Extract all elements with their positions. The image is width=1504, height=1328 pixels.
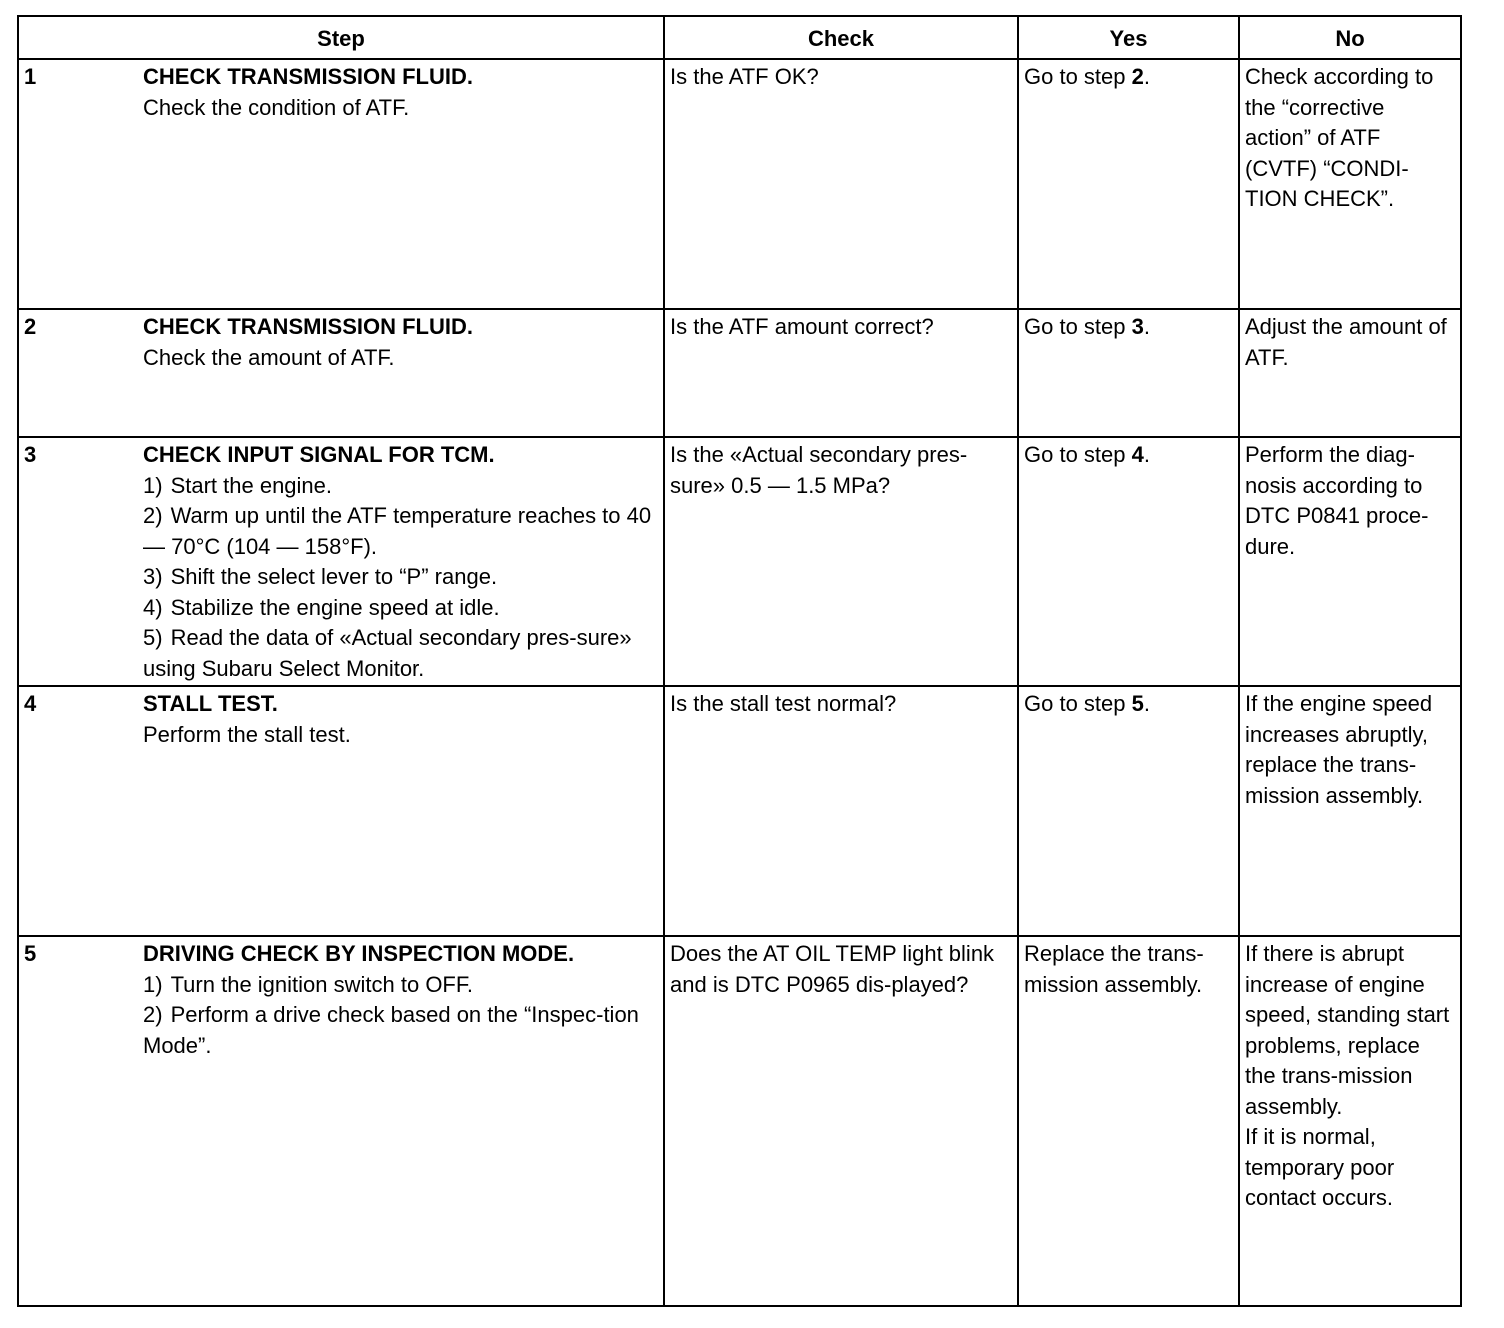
step-title: CHECK INPUT SIGNAL FOR TCM. — [143, 442, 495, 467]
no-action: If the engine speed increases abruptly, replace the trans-mission assembly. — [1245, 691, 1433, 808]
no-action-extra: If it is normal, temporary poor contact occurs. — [1245, 1124, 1395, 1210]
substep-number: 1) — [143, 971, 163, 997]
step-title: STALL TEST. — [143, 691, 278, 716]
step-title: CHECK TRANSMISSION FLUID. — [143, 314, 473, 339]
substep-text: Perform a drive check based on the “Inspec-tion Mode”. — [143, 1002, 639, 1058]
header-step: Step — [18, 16, 664, 59]
step-description: Check the amount of ATF. — [143, 344, 395, 370]
check-cell — [664, 59, 1018, 309]
header-no: No — [1239, 16, 1461, 59]
substep — [143, 562, 658, 593]
yes-suffix: . — [1143, 314, 1150, 339]
step-number: 5 — [24, 941, 37, 966]
substep-text: Stabilize the engine speed at idle. — [170, 594, 500, 620]
substep-number: 3) — [143, 564, 163, 589]
step-title: CHECK TRANSMISSION FLUID. — [143, 64, 473, 89]
substep — [143, 623, 658, 684]
header-check: Check — [664, 16, 1018, 59]
yes-cell — [1018, 309, 1239, 437]
check-cell — [664, 309, 1018, 437]
substep-text: Warm up until the ATF temperature reaches to 40 — 70°C (104 — 158°F). — [143, 503, 652, 559]
substep-number: 5) — [143, 625, 163, 650]
step-number: 1 — [24, 64, 37, 89]
step-description: Check the condition of ATF. — [143, 94, 410, 120]
substep — [143, 593, 658, 624]
yes-suffix: . — [1143, 442, 1150, 467]
yes-cell — [1018, 936, 1239, 1306]
header-yes: Yes — [1018, 16, 1239, 59]
yes-step-ref: 5 — [1131, 691, 1144, 716]
step-number: 3 — [24, 442, 37, 467]
check-cell — [664, 686, 1018, 936]
yes-step-ref: 4 — [1131, 442, 1144, 467]
no-cell — [1239, 309, 1461, 437]
check-question: Is the stall test normal? — [670, 691, 897, 716]
substep — [143, 471, 658, 502]
yes-suffix: . — [1143, 691, 1150, 716]
yes-cell — [1018, 59, 1239, 309]
substep-number: 4) — [143, 594, 163, 620]
yes-action: Go to step — [1024, 691, 1132, 716]
step-cell — [18, 309, 664, 437]
substep-number: 2) — [143, 1002, 163, 1027]
no-action: Adjust the amount of ATF. — [1245, 314, 1447, 370]
check-question: Does the AT OIL TEMP light blink and is DTC P0965 dis-played? — [670, 941, 995, 997]
yes-step-ref: 3 — [1131, 314, 1144, 339]
step-number: 4 — [24, 691, 37, 716]
no-action: Check according to the “corrective action” of ATF (CVTF) “CONDI-TION CHECK”. — [1245, 64, 1434, 211]
yes-step-ref: 2 — [1131, 64, 1144, 89]
step-title: DRIVING CHECK BY INSPECTION MODE. — [143, 941, 575, 966]
yes-cell — [1018, 437, 1239, 686]
substep — [143, 970, 658, 1001]
diagnostic-table — [17, 15, 1462, 1307]
substep-text: Start the engine. — [170, 472, 333, 498]
step-number: 2 — [24, 314, 37, 339]
no-action: Perform the diag-nosis according to DTC P0841 proce-dure. — [1245, 442, 1429, 559]
yes-action: Go to step — [1024, 442, 1132, 467]
substep-text: Read the data of «Actual secondary pres-sure» using Subaru Select Monitor. — [143, 625, 632, 681]
table-row — [18, 437, 1461, 686]
check-cell — [664, 437, 1018, 686]
step-cell — [18, 686, 664, 936]
table-row — [18, 309, 1461, 437]
no-cell — [1239, 686, 1461, 936]
substep — [22, 1000, 658, 1061]
step-cell — [18, 59, 664, 309]
no-action: If there is abrupt increase of engine speed, standing start problems, replace the trans-mission assembly. — [1245, 941, 1450, 1119]
table-row — [18, 686, 1461, 936]
no-cell — [1239, 437, 1461, 686]
table-row — [18, 936, 1461, 1306]
check-question: Is the ATF amount correct? — [670, 314, 934, 339]
header-row — [18, 16, 1461, 59]
yes-cell — [1018, 686, 1239, 936]
check-cell — [664, 936, 1018, 1306]
check-question: Is the «Actual secondary pres-sure» 0.5 — 1.5 MPa? — [670, 442, 968, 498]
step-cell — [18, 437, 664, 686]
yes-action: Replace the trans-mission assembly. — [1024, 941, 1204, 997]
yes-action: Go to step — [1024, 64, 1132, 89]
no-cell — [1239, 59, 1461, 309]
substep-number: 1) — [143, 472, 163, 498]
substep — [22, 501, 658, 562]
substep-text: Turn the ignition switch to OFF. — [170, 971, 473, 997]
substep-text: Shift the select lever to “P” range. — [170, 564, 498, 589]
yes-suffix: . — [1143, 64, 1150, 89]
step-description: Perform the stall test. — [143, 721, 351, 747]
check-question: Is the ATF OK? — [670, 64, 819, 89]
table-row — [18, 59, 1461, 309]
yes-action: Go to step — [1024, 314, 1132, 339]
no-cell — [1239, 936, 1461, 1306]
step-cell — [18, 936, 664, 1306]
substep-number: 2) — [143, 503, 163, 528]
